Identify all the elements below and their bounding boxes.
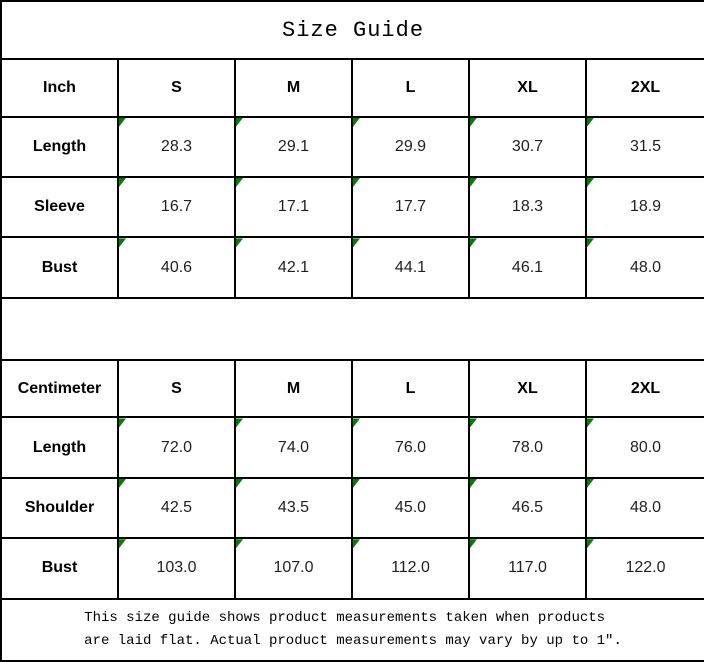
cm-length-row: [1, 417, 704, 477]
table-cell: [586, 478, 704, 538]
cm-header-row: [1, 360, 704, 417]
inch-sleeve-row: [1, 177, 704, 237]
table-cell: [586, 417, 704, 477]
green-corner-marker-icon: [119, 418, 126, 427]
cell-value: 48.0: [629, 499, 662, 517]
cell-value: 107.0: [273, 559, 314, 577]
cm-size-header-s: S: [118, 360, 235, 417]
green-corner-marker-icon: [353, 418, 360, 427]
green-corner-marker-icon: [470, 479, 477, 488]
green-corner-marker-icon: [353, 238, 360, 247]
cell-value: 18.9: [629, 198, 662, 216]
table-cell: [118, 417, 235, 477]
cell-value: 103.0: [156, 559, 197, 577]
table-cell: [586, 177, 704, 237]
green-corner-marker-icon: [587, 178, 594, 187]
table-cell: [352, 237, 469, 297]
cell-value: 28.3: [160, 137, 193, 155]
green-corner-marker-icon: [470, 539, 477, 548]
row-label: Sleeve: [1, 177, 118, 237]
cell-value: 42.5: [160, 499, 193, 517]
table-cell: [586, 237, 704, 297]
inch-size-header-2xl: 2XL: [586, 59, 704, 116]
cell-value: 46.5: [511, 499, 544, 517]
cell-value: 78.0: [511, 438, 544, 456]
green-corner-marker-icon: [353, 479, 360, 488]
green-corner-marker-icon: [236, 238, 243, 247]
green-corner-marker-icon: [236, 539, 243, 548]
table-cell: [235, 117, 352, 177]
green-corner-marker-icon: [236, 418, 243, 427]
cell-value: 31.5: [629, 137, 662, 155]
cell-value: 48.0: [629, 258, 662, 276]
inch-header-row: [1, 59, 704, 116]
cell-value: 74.0: [277, 438, 310, 456]
cell-value: 112.0: [391, 559, 430, 577]
green-corner-marker-icon: [119, 539, 126, 548]
cm-unit-header: Centimeter: [1, 360, 118, 417]
table-cell: [352, 538, 469, 598]
green-corner-marker-icon: [119, 238, 126, 247]
cell-value: 40.6: [160, 258, 193, 276]
cell-value: 29.1: [277, 137, 310, 155]
table-cell: [469, 478, 586, 538]
green-corner-marker-icon: [470, 118, 477, 127]
table-cell: [352, 177, 469, 237]
table-cell: [352, 478, 469, 538]
green-corner-marker-icon: [353, 178, 360, 187]
cell-value: 17.1: [277, 198, 310, 216]
table-cell: [469, 177, 586, 237]
table-cell: [469, 538, 586, 598]
footnote-row: [1, 599, 704, 661]
cell-value: 46.1: [511, 258, 544, 276]
cell-value: 117.0: [508, 559, 547, 577]
row-label: Length: [1, 117, 118, 177]
inch-length-row: [1, 117, 704, 177]
page-title: Size Guide: [1, 1, 704, 59]
table-cell: [235, 478, 352, 538]
green-corner-marker-icon: [587, 479, 594, 488]
footnote-text: [84, 607, 622, 652]
green-corner-marker-icon: [587, 539, 594, 548]
inch-unit-header: Inch: [1, 59, 118, 116]
green-corner-marker-icon: [470, 418, 477, 427]
cell-value: 76.0: [394, 438, 427, 456]
cm-size-header-2xl: 2XL: [586, 360, 704, 417]
cell-value: 80.0: [629, 438, 662, 456]
cm-size-header-m: M: [235, 360, 352, 417]
cell-value: 16.7: [160, 198, 193, 216]
inch-size-header-m: M: [235, 59, 352, 116]
cm-shoulder-row: [1, 478, 704, 538]
table-cell: [469, 417, 586, 477]
cell-value: 18.3: [511, 198, 544, 216]
table-cell: [118, 538, 235, 598]
cm-size-header-xl: XL: [469, 360, 586, 417]
green-corner-marker-icon: [587, 418, 594, 427]
table-cell: [469, 117, 586, 177]
table-cell: [235, 538, 352, 598]
table-cell: [469, 237, 586, 297]
cell-value: 17.7: [394, 198, 427, 216]
green-corner-marker-icon: [236, 479, 243, 488]
green-corner-marker-icon: [587, 118, 594, 127]
table-cell: [118, 478, 235, 538]
table-cell: [118, 117, 235, 177]
cell-value: 30.7: [511, 137, 544, 155]
row-label: Bust: [1, 237, 118, 297]
table-cell: [586, 538, 704, 598]
table-cell: [235, 177, 352, 237]
green-corner-marker-icon: [119, 118, 126, 127]
row-label: Bust: [1, 538, 118, 598]
cell-value: 43.5: [277, 499, 310, 517]
row-label: Length: [1, 417, 118, 477]
table-cell: [118, 177, 235, 237]
green-corner-marker-icon: [470, 238, 477, 247]
cell-value: 42.1: [277, 258, 310, 276]
footnote-line-2: are laid flat. Actual product measurements may vary by up to 1″.: [84, 632, 622, 649]
green-corner-marker-icon: [470, 178, 477, 187]
table-cell: [352, 417, 469, 477]
table-cell: [586, 117, 704, 177]
footnote-line-1: This size guide shows product measurements taken when products: [84, 610, 606, 627]
table-cell: [235, 417, 352, 477]
inch-size-header-s: S: [118, 59, 235, 116]
inch-size-header-xl: XL: [469, 59, 586, 116]
table-cell: [118, 237, 235, 297]
cell-value: 122.0: [625, 559, 666, 577]
title-row: [1, 1, 704, 59]
cell-value: 45.0: [394, 499, 427, 517]
green-corner-marker-icon: [119, 178, 126, 187]
inch-bust-row: [1, 237, 704, 297]
green-corner-marker-icon: [119, 479, 126, 488]
cell-value: 29.9: [394, 137, 427, 155]
footnote-cell: [1, 599, 704, 661]
spacer-row: [1, 298, 704, 360]
cm-size-header-l: L: [352, 360, 469, 417]
green-corner-marker-icon: [353, 118, 360, 127]
inch-size-header-l: L: [352, 59, 469, 116]
cell-value: 44.1: [394, 258, 427, 276]
green-corner-marker-icon: [353, 539, 360, 548]
row-label: Shoulder: [1, 478, 118, 538]
spacer-cell: [1, 298, 704, 360]
table-cell: [235, 237, 352, 297]
table-cell: [352, 117, 469, 177]
green-corner-marker-icon: [236, 178, 243, 187]
green-corner-marker-icon: [236, 118, 243, 127]
green-corner-marker-icon: [587, 238, 594, 247]
cell-value: 72.0: [160, 438, 193, 456]
cm-bust-row: [1, 538, 704, 598]
